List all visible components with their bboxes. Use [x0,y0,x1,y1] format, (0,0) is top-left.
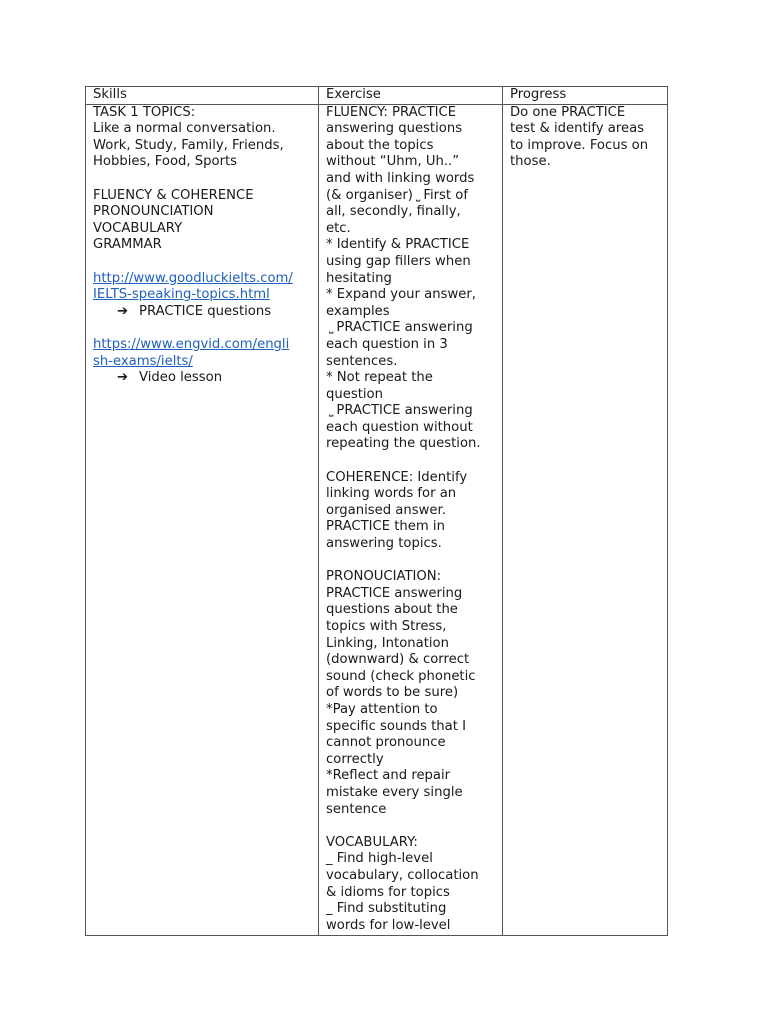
coherence-line: PRACTICE them in [326,519,445,535]
fluency-line: each question in 3 [326,336,448,352]
first-of-text: First of [423,187,468,203]
fluency-line [326,403,498,420]
fluency-line [326,188,498,205]
pronunciation-line: correctly [326,751,384,767]
spacer [93,254,314,271]
pronunciation-line: *Pay attention to [326,701,438,717]
intro-line: Hobbies, Food, Sports [93,154,238,170]
coherence-line: linking words for an [326,486,457,502]
vocabulary-line: _ Find substituting [326,901,447,917]
fluency-line: each question without [326,419,473,435]
spacer [93,171,314,188]
bullet-practice-questions [93,304,314,321]
content-row [86,104,668,935]
fluency-line: * Identify & PRACTICE [326,237,470,253]
arrow-icon: ➔ [117,303,129,319]
pronunciation-line: of words to be sure) [326,685,459,701]
criterion-pronunciation: PRONOUNCIATION [93,204,214,220]
goodluckielts-link-line2[interactable]: IELTS-speaking-topics.html [93,287,270,303]
bullet-label: Video lesson [139,370,223,386]
fluency-line: * Expand your answer, [326,287,476,303]
pronunciation-line: PRONOUCIATION: [326,569,442,585]
progress-line: Do one PRACTICE [510,104,626,120]
fluency-line: FLUENCY: PRACTICE [326,104,457,120]
bullet-label: PRACTICE questions [139,303,272,319]
fluency-line [326,320,498,337]
progress-line: test & identify areas [510,121,645,137]
spacer [326,553,498,570]
coherence-line: COHERENCE: Identify [326,469,468,485]
fluency-line: about the topics [326,137,434,153]
pronunciation-line: PRACTICE answering [326,585,463,601]
engvid-link-line1[interactable]: https://www.engvid.com/engli [93,336,290,352]
spacer [326,453,498,470]
fluency-line: * Not repeat the [326,370,433,386]
task-title: TASK 1 TOPICS: [93,104,196,120]
organiser-text: (& organiser) [326,187,413,203]
pronunciation-line: sound (check phonetic [326,668,476,684]
pronunciation-line: topics with Stress, [326,619,447,634]
vocabulary-line: VOCABULARY: [326,834,418,850]
pronunciation-line: *Reflect and repair [326,768,451,784]
vocabulary-line: & idioms for topics [326,884,450,900]
fluency-line: and with linking words [326,170,475,186]
fluency-line: etc. [326,220,351,236]
fluency-line: examples [326,303,390,319]
criterion-grammar: GRAMMAR [93,237,162,253]
pronunciation-line: mistake every single [326,784,463,800]
arrow-glyph-icon: ⎵ [329,321,334,335]
study-plan-table [85,86,668,936]
coherence-line: organised answer. [326,502,446,518]
pronunciation-line: questions about the [326,602,458,618]
pronunciation-line: sentence [326,801,387,817]
fluency-line: using gap fillers when [326,253,471,269]
pronunciation-line: specific sounds that I [326,718,466,734]
engvid-link-line2[interactable]: sh-exams/ielts/ [93,353,193,369]
arrow-glyph-icon: ⎵ [415,188,421,202]
skills-cell [86,104,319,935]
vocabulary-line: vocabulary, collocation [326,867,479,883]
header-exercise: Exercise [319,87,503,105]
fluency-line: without “Uhm, Uh..” [326,154,460,170]
bullet-video-lesson [93,370,314,387]
exercise-cell [319,104,503,935]
spacer [326,818,498,835]
goodluckielts-link-line1[interactable]: http://www.goodluckielts.com/ [93,270,293,286]
pronunciation-line: Linking, Intonation [326,635,449,651]
pronunciation-line: cannot pronounce [326,735,446,751]
fluency-line: sentences. [326,353,398,369]
arrow-glyph-icon: ⎵ [329,404,334,418]
fluency-line: question [326,386,383,402]
vocabulary-line: _ Find high-level [326,851,433,867]
practice-text: PRACTICE answering [336,320,473,336]
arrow-icon: ➔ [117,370,129,386]
criterion-fluency: FLUENCY & COHERENCE [93,187,254,203]
progress-line: to improve. Focus on [510,137,649,153]
header-progress: Progress [503,87,668,105]
pronunciation-line: (downward) & correct [326,652,470,668]
vocabulary-line: words for low-level [326,917,451,933]
header-row [86,87,668,105]
criterion-vocabulary: VOCABULARY [93,220,183,236]
coherence-line: answering topics. [326,536,442,552]
fluency-line: answering questions [326,121,463,137]
intro-line: Like a normal conversation. [93,121,276,137]
header-skills: Skills [86,87,319,105]
fluency-line: hesitating [326,270,392,286]
progress-cell [503,104,668,935]
progress-line: those. [510,154,551,170]
fluency-line: repeating the question. [326,436,481,452]
fluency-line: all, secondly, finally, [326,204,461,220]
intro-line: Work, Study, Family, Friends, [93,137,284,153]
practice-text: PRACTICE answering [336,403,473,419]
spacer [93,320,314,337]
